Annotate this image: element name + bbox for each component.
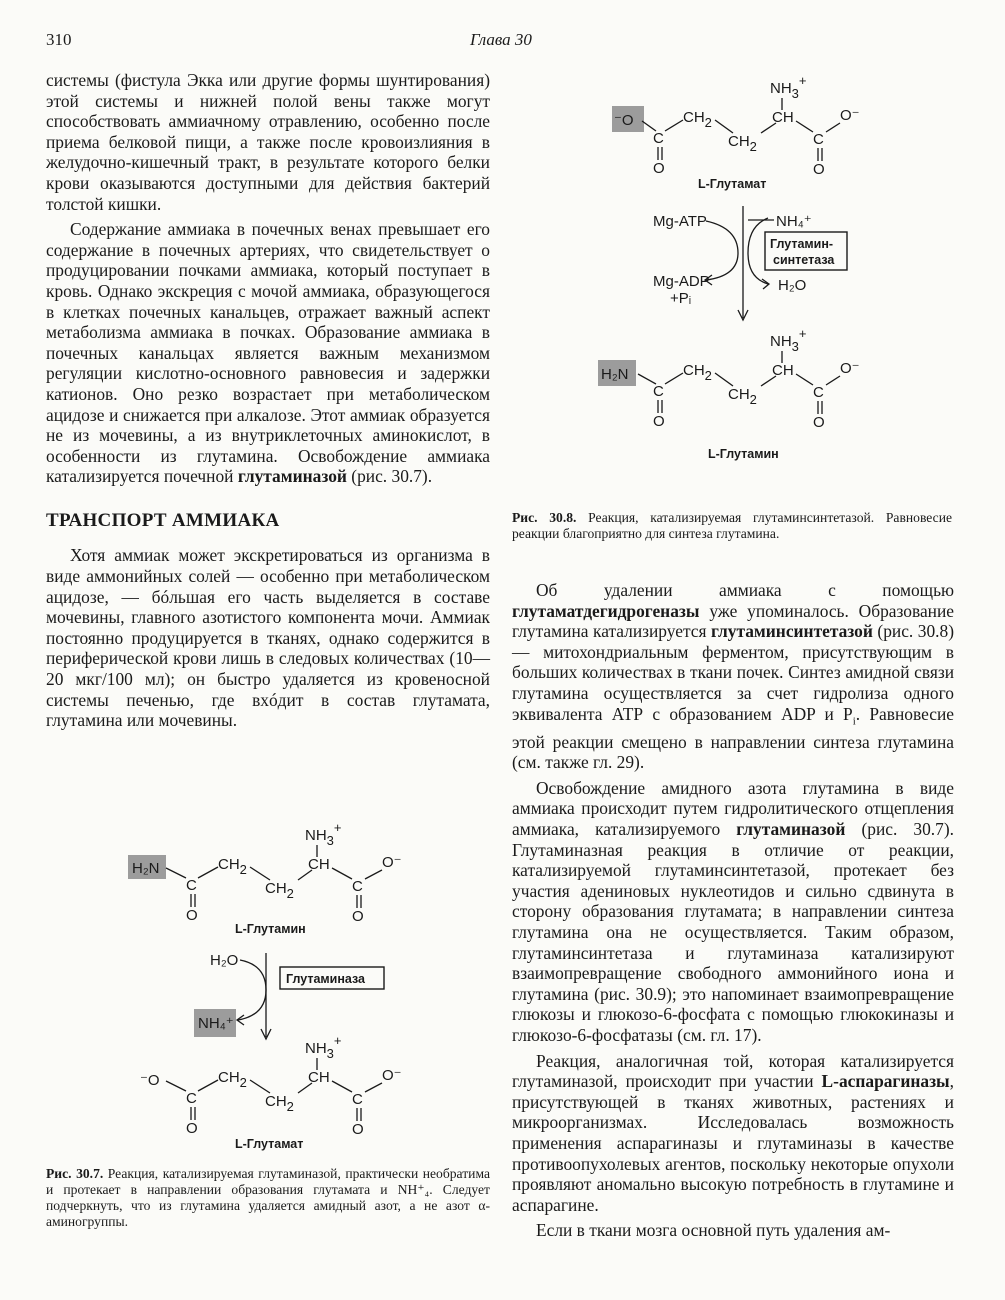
svg-text:NH3+: NH3+: [770, 326, 807, 354]
page-number: 310: [46, 30, 72, 49]
figure-30-8: [598, 68, 898, 468]
paragraph: Содержание аммиака в почечных венах превышает его содержание в почечных артериях, что свидетельствует о продуцировании почками аммиака, который поступает в кровь. Однако экскреция с мочой аммиака, образующегося в клетках почечных канальцев, отражает важный аспект метаболизма аммиака в почках. Образование аммиака в почечных канальцах является важным механизмом регуляции кислотно-основного равновесия и задержки катионов. Оно резко возрастает при метаболическом ацидозе и снижается при алкалозе. Этот аммиак образуется не из мочевины, а из внутриклеточных аминокислот, в особенности из глутамина. Освобождение аммиака катализируется почечной глутаминазой (рис. 30.7).: [46, 219, 490, 487]
svg-text:C: C: [352, 878, 363, 895]
svg-text:C: C: [653, 383, 664, 400]
product-water: H₂O: [778, 277, 807, 294]
svg-text:CH2: CH2: [218, 856, 247, 877]
svg-text:C: C: [813, 131, 824, 148]
svg-text:CH2: CH2: [218, 1069, 247, 1090]
svg-text:C: C: [186, 1090, 197, 1107]
paragraph: системы (фистула Экка или другие формы шунтирования) этой системы и нижней полой вены также могут способствовать аммиачному отравлению, особенно после приема белковой пищи, а также после кровоизлияния в желудочно-кишечный тракт, в результате которого белки крови оказываются доступными для действия бактерий толстой кишки.: [46, 70, 490, 214]
svg-text:O: O: [653, 160, 665, 177]
svg-text:O: O: [186, 1120, 198, 1137]
compound-label: L-Глутамин: [708, 447, 779, 461]
enzyme-name: Глутаминаза: [286, 972, 366, 986]
svg-text:C: C: [186, 877, 197, 894]
amine-group: NH3+: [305, 820, 342, 848]
figure-caption: Рис. 30.7. Реакция, катализируемая глутаминазой, практически необратима и протекает в направлении образования глутамата и NH⁺₄. Следует подчеркнуть, что из глутамина удаляется амидный азот, а не азот α-аминогруппы.: [46, 1166, 490, 1229]
svg-text:O⁻: O⁻: [382, 854, 402, 871]
svg-text:CH: CH: [772, 362, 794, 379]
compound-label: L-Глутамат: [698, 177, 767, 191]
enzyme-name: Глутамин-: [770, 237, 834, 251]
svg-text:O: O: [813, 161, 825, 178]
paragraph: Если в ткани мозга основной путь удаления ам-: [536, 1220, 891, 1241]
svg-text:C: C: [352, 1091, 363, 1108]
amide-nh2: H₂N: [132, 860, 160, 877]
reactant-ammonium: NH₄⁺: [776, 213, 812, 230]
svg-text:O: O: [653, 413, 665, 430]
svg-text:CH: CH: [308, 856, 330, 873]
svg-text:O: O: [186, 907, 198, 924]
svg-text:O: O: [813, 414, 825, 431]
paragraph: Реакция, аналогичная той, которая катализируется глутаминазой, происходит при участии L-аспарагиназы, присутствующей в тканях животных, растениях и микроорганизмах. Исследовалась возможность применения аспарагиназы и глутаминазы в качестве противоопухолевых агентов, поскольку некоторые опухоли проявляют аномально высокую потребность в глутамине и аспарагине.: [512, 1050, 954, 1215]
section-heading: ТРАНСПОРТ АММИАКА: [46, 509, 280, 531]
paragraph: Освобождение амидного азота глутамина в виде аммиака происходит путем гидролитического отщепления аммиака, катализируемого глутаминазой (рис. 30.7). Глутаминазная реакция в отличие от реакции, катализируемой глутаминсинтетазой, протекает без участия адениновых нуклеотидов и сильно сдвинута в сторону образования глутамата; в направлении синтеза глутамина она не осуществляется. Таким образом, глутаминсинтетаза и глутаминаза катализируют взаимопревращение свободного аммонийного иона и глутамина (рис. 30.9); это напоминает взаимопревращение глюкозы и глюкозо-6-фосфата с помощью глюкокиназы и глюкозо-6-фосфатазы (см. гл. 17).: [512, 777, 954, 1045]
svg-text:CH2: CH2: [265, 1093, 294, 1114]
svg-text:CH2: CH2: [683, 109, 712, 130]
paragraph: Об удалении аммиака с помощью глутаматдегидрогеназы уже упоминалось. Образование глутамина катализируется глутаминсинтетазой (рис. 30.8) — митохондриальным ферментом, присутствующим в больших количествах в ткани почек. Синтез амидной связи глутамина осуществляется за счет гидролиза одного эквивалента АТР с образованием ADP и $P_i$. Равновесие этой реакции смещено в направлении синтеза глутамина (см. также гл. 29).: [512, 580, 955, 773]
reactant-water: H₂O: [210, 952, 239, 969]
svg-text:C: C: [653, 130, 664, 147]
svg-text:H₂N: H₂N: [601, 366, 629, 383]
compound-label: L-Глутамат: [235, 1137, 304, 1151]
running-header: Глава 30: [470, 30, 532, 49]
svg-text:O⁻: O⁻: [382, 1067, 402, 1084]
svg-text:O: O: [352, 1121, 364, 1138]
figure-30-7: [120, 815, 430, 1155]
svg-text:O⁻: O⁻: [840, 107, 860, 124]
svg-text:O⁻: O⁻: [840, 360, 860, 377]
svg-text:CH2: CH2: [728, 386, 757, 407]
svg-text:NH3+: NH3+: [770, 73, 807, 101]
svg-text:CH2: CH2: [265, 880, 294, 901]
svg-text:CH2: CH2: [728, 133, 757, 154]
paragraph: Хотя аммиак может экскретироваться из организма в виде аммонийных солей — особенно при метаболическом ацидозе, — бóльшая его часть выделяется в составе мочевины, главного азотистого компонента мочи. Аммиак постоянно продуцируется в тканях, однако содержится в периферической крови лишь в следовых количествах (10—20 мкг/100 мл); он быстро удаляется из кровеносной системы печенью, где вхóдит в состав глутамата, глутамина или мочевины.: [46, 545, 490, 731]
svg-text:синтетаза: синтетаза: [773, 253, 835, 267]
reactant-atp: Mg-ATP: [653, 213, 707, 230]
compound-label: L-Глутамин: [235, 922, 306, 936]
svg-text:CH: CH: [308, 1069, 330, 1086]
svg-text:CH2: CH2: [683, 362, 712, 383]
svg-text:⁻O: ⁻O: [614, 112, 634, 129]
product-ammonium: NH₄⁺: [198, 1015, 234, 1032]
svg-text:CH: CH: [772, 109, 794, 126]
right-column: [512, 580, 954, 1241]
svg-text:+Pᵢ: +Pᵢ: [670, 290, 692, 307]
left-column: [46, 70, 490, 731]
svg-text:O: O: [352, 908, 364, 925]
svg-text:C: C: [813, 384, 824, 401]
product-adp: Mg-ADP: [653, 273, 710, 290]
figure-caption: Рис. 30.8. Реакция, катализируемая глутаминсинтетазой. Равновесие реакции благоприятно для синтеза глутамина.: [512, 510, 952, 541]
svg-text:⁻O: ⁻O: [140, 1072, 160, 1089]
svg-text:NH3+: NH3+: [305, 1033, 342, 1061]
